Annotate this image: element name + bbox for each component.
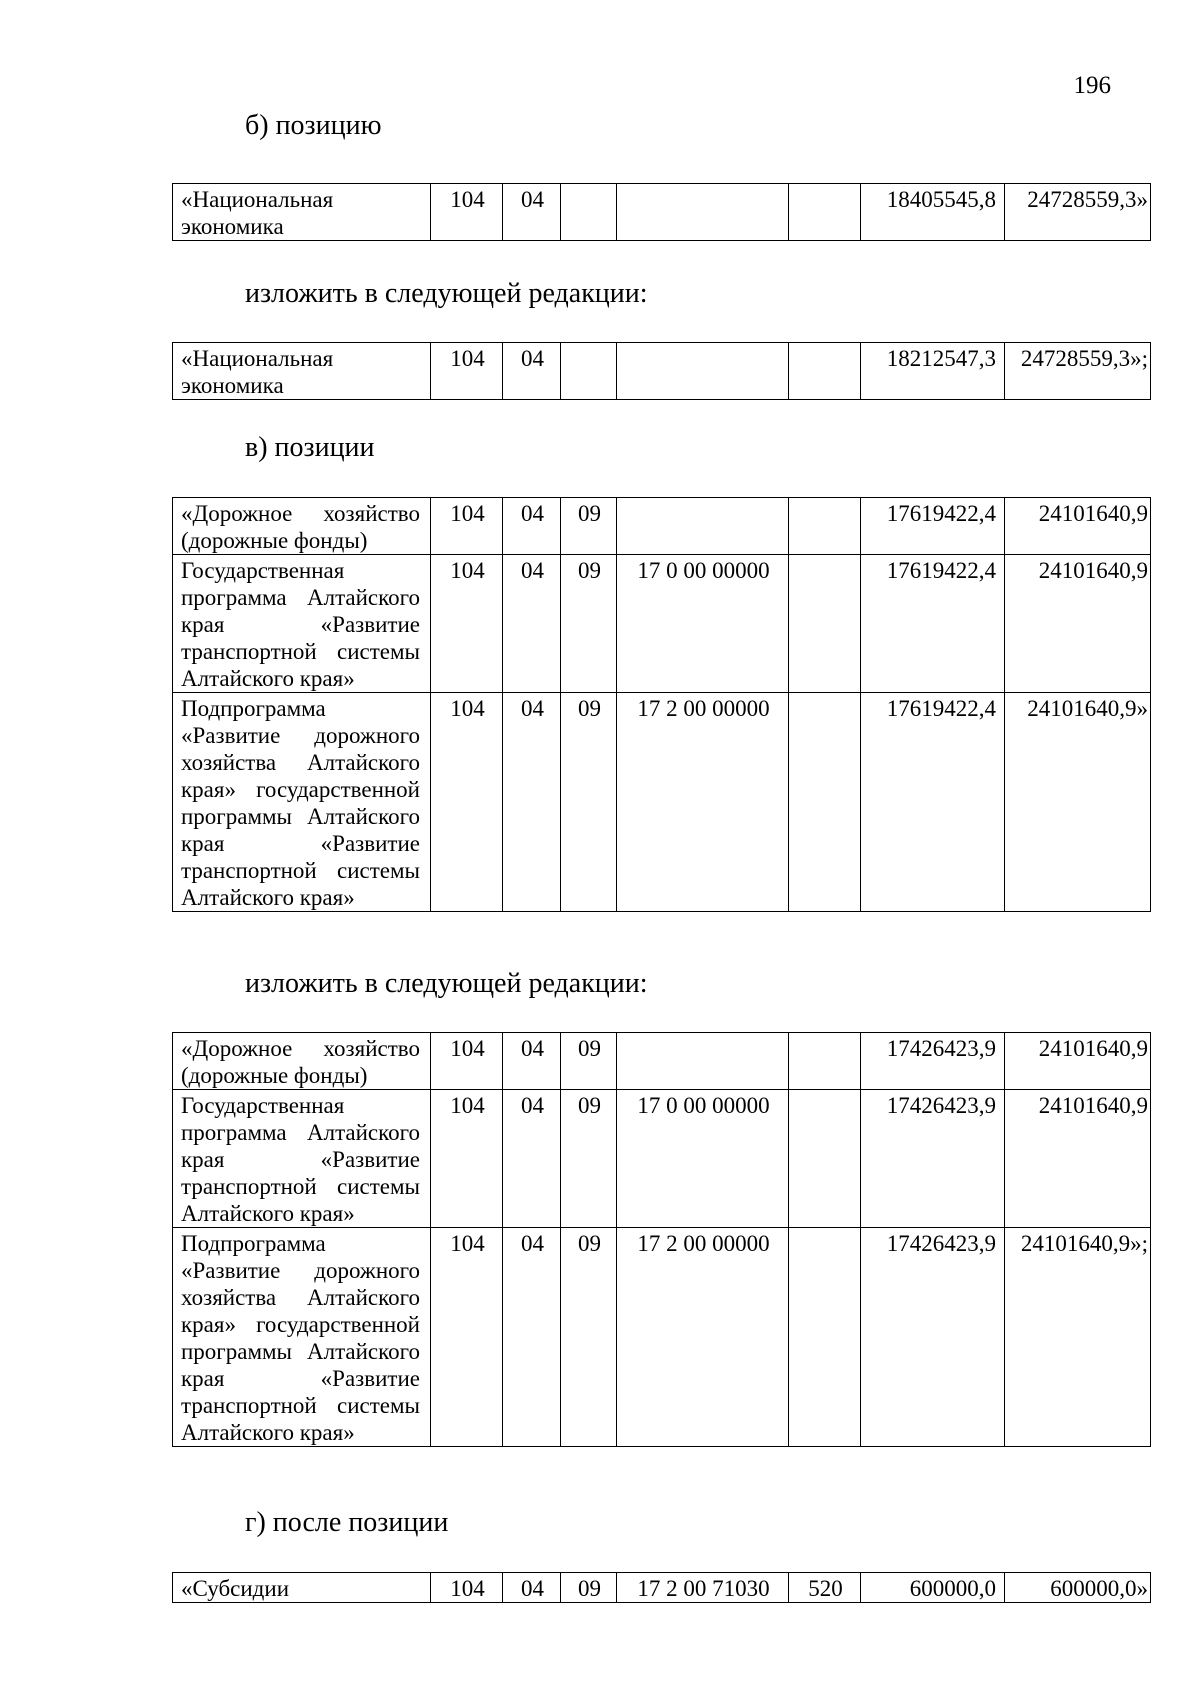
table-row	[173, 693, 1151, 912]
cell-amount-year-2: 24728559,3»;	[1005, 343, 1151, 400]
table-row	[173, 1033, 1151, 1090]
cell-code-subsection: 09	[561, 693, 617, 912]
table-b-old	[172, 183, 1151, 241]
cell-amount-year-2: 24101640,9»;	[1005, 1228, 1151, 1447]
table-row	[173, 498, 1151, 555]
cell-code-expense-type	[789, 1090, 861, 1228]
cell-code-expense-type	[789, 184, 861, 241]
cell-amount-year-1: 17426423,9	[861, 1033, 1005, 1090]
cell-code-target	[617, 184, 789, 241]
cell-code-subsection: 09	[561, 555, 617, 693]
cell-name: Подпрограмма «Развитие дорожного хозяйства Алтайского края» государственной программы Алтайского края «Развитие транспортной системы Алтайского края»	[173, 693, 431, 912]
cell-code-target: 17 0 00 00000	[617, 555, 789, 693]
cell-code-section: 04	[503, 1090, 561, 1228]
cell-code-expense-type	[789, 343, 861, 400]
cell-amount-year-1: 18212547,3	[861, 343, 1005, 400]
cell-code-ministry: 104	[431, 184, 503, 241]
table-row	[173, 343, 1151, 400]
cell-name: Государственная программа Алтайского края «Развитие транспортной системы Алтайского края»	[173, 555, 431, 693]
cell-amount-year-1: 17619422,4	[861, 498, 1005, 555]
table-row	[173, 555, 1151, 693]
cell-code-ministry: 104	[431, 693, 503, 912]
cell-amount-year-1: 17426423,9	[861, 1090, 1005, 1228]
cell-code-ministry: 104	[431, 1090, 503, 1228]
table-b-new	[172, 342, 1151, 400]
page-number: 196	[1073, 72, 1111, 99]
cell-amount-year-1: 17619422,4	[861, 693, 1005, 912]
cell-code-ministry: 104	[431, 1573, 503, 1603]
cell-code-section: 04	[503, 693, 561, 912]
cell-code-expense-type	[789, 1033, 861, 1090]
table-row	[173, 1573, 1151, 1603]
cell-amount-year-2: 24101640,9	[1005, 555, 1151, 693]
cell-amount-year-1: 17426423,9	[861, 1228, 1005, 1447]
cell-name: «Дорожное хозяйство (дорожные фонды)	[173, 1033, 431, 1090]
cell-code-target: 17 2 00 00000	[617, 1228, 789, 1447]
heading-edit-2: изложить в следующей редакции:	[245, 968, 648, 999]
cell-code-subsection: 09	[561, 1090, 617, 1228]
heading-edit-1: изложить в следующей редакции:	[245, 278, 648, 309]
cell-code-subsection: 09	[561, 1033, 617, 1090]
cell-code-ministry: 104	[431, 498, 503, 555]
cell-code-section: 04	[503, 555, 561, 693]
cell-code-subsection	[561, 343, 617, 400]
heading-b: б) позицию	[245, 110, 382, 141]
heading-v: в) позиции	[245, 432, 375, 463]
cell-name: «Национальная экономика	[173, 184, 431, 241]
cell-name: Подпрограмма «Развитие дорожного хозяйства Алтайского края» государственной программы Алтайского края «Развитие транспортной системы Алтайского края»	[173, 1228, 431, 1447]
cell-code-subsection: 09	[561, 1573, 617, 1603]
cell-name: «Национальная экономика	[173, 343, 431, 400]
cell-amount-year-1: 17619422,4	[861, 555, 1005, 693]
table-row	[173, 1090, 1151, 1228]
cell-amount-year-2: 24101640,9	[1005, 1033, 1151, 1090]
cell-code-subsection: 09	[561, 498, 617, 555]
cell-code-expense-type: 520	[789, 1573, 861, 1603]
cell-code-target	[617, 1033, 789, 1090]
cell-code-expense-type	[789, 1228, 861, 1447]
cell-code-target: 17 2 00 71030	[617, 1573, 789, 1603]
cell-amount-year-1: 18405545,8	[861, 184, 1005, 241]
cell-code-subsection	[561, 184, 617, 241]
cell-code-ministry: 104	[431, 343, 503, 400]
heading-g: г) после позиции	[245, 1507, 449, 1538]
cell-amount-year-1: 600000,0	[861, 1573, 1005, 1603]
cell-name: Государственная программа Алтайского края «Развитие транспортной системы Алтайского края»	[173, 1090, 431, 1228]
cell-code-section: 04	[503, 184, 561, 241]
cell-code-section: 04	[503, 1573, 561, 1603]
cell-code-target: 17 2 00 00000	[617, 693, 789, 912]
cell-code-ministry: 104	[431, 1033, 503, 1090]
cell-amount-year-2: 24101640,9	[1005, 498, 1151, 555]
cell-amount-year-2: 600000,0»	[1005, 1573, 1151, 1603]
cell-name: «Дорожное хозяйство (дорожные фонды)	[173, 498, 431, 555]
cell-code-subsection: 09	[561, 1228, 617, 1447]
cell-amount-year-2: 24728559,3»	[1005, 184, 1151, 241]
cell-code-section: 04	[503, 343, 561, 400]
cell-code-section: 04	[503, 1033, 561, 1090]
cell-amount-year-2: 24101640,9	[1005, 1090, 1151, 1228]
cell-code-expense-type	[789, 498, 861, 555]
table-g	[172, 1572, 1151, 1603]
cell-code-ministry: 104	[431, 555, 503, 693]
table-v-new	[172, 1032, 1151, 1447]
table-row	[173, 1228, 1151, 1447]
cell-name: «Субсидии	[173, 1573, 431, 1603]
cell-code-target	[617, 498, 789, 555]
cell-code-expense-type	[789, 693, 861, 912]
cell-code-target: 17 0 00 00000	[617, 1090, 789, 1228]
cell-code-target	[617, 343, 789, 400]
table-v-old	[172, 497, 1151, 912]
cell-code-ministry: 104	[431, 1228, 503, 1447]
cell-amount-year-2: 24101640,9»	[1005, 693, 1151, 912]
cell-code-expense-type	[789, 555, 861, 693]
cell-code-section: 04	[503, 1228, 561, 1447]
table-row	[173, 184, 1151, 241]
cell-code-section: 04	[503, 498, 561, 555]
